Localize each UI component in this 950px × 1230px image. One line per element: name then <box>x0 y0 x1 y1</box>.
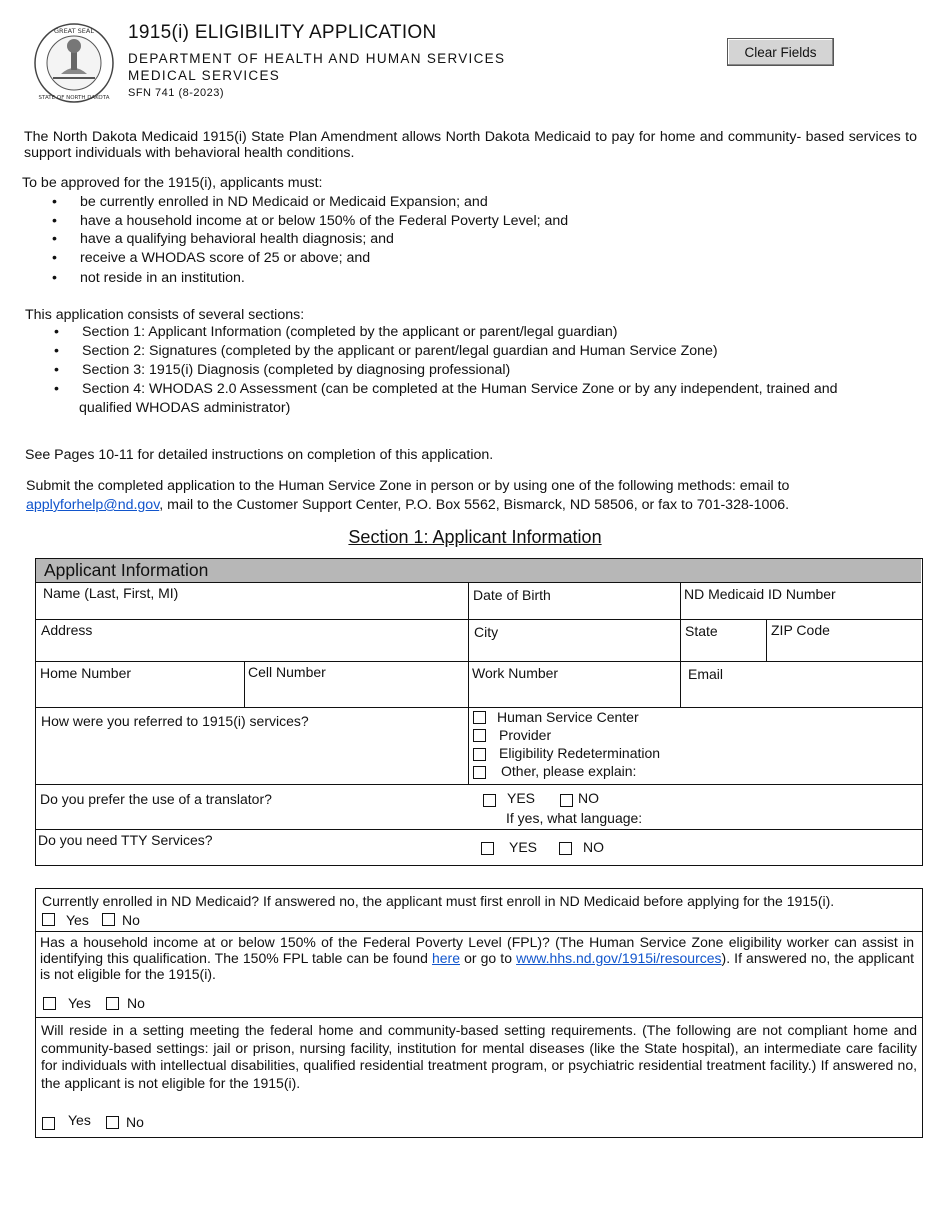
q1-yes-label: Yes <box>66 912 89 928</box>
q2-yes-checkbox[interactable] <box>43 997 56 1010</box>
home-number-input[interactable] <box>40 684 244 706</box>
requirement-item: • have a qualifying behavioral health diagnosis; and <box>80 230 394 248</box>
clear-fields-button[interactable]: Clear Fields <box>727 38 834 66</box>
eligibility-q2: Has a household income at or below 150% of the Federal Poverty Level (FPL)? (The Human Service Zone eligibility worker can assist in identifying this qualification. The 150% FPL table can be found here or go to www.hhs.nd.gov/1915i/resources). If answered no, the applicant is not eligible for the 1915(i). <box>40 934 914 982</box>
form-number: SFN 741 (8-2023) <box>128 87 225 99</box>
city-label: City <box>474 624 499 640</box>
referral-checkbox-redetermination[interactable] <box>473 748 486 761</box>
zip-input[interactable] <box>770 641 922 660</box>
translator-yes-checkbox[interactable] <box>483 794 496 807</box>
svg-text:STATE OF NORTH DAKOTA: STATE OF NORTH DAKOTA <box>38 95 110 101</box>
medicaid-id-input[interactable] <box>684 603 922 619</box>
section1-title: Section 1: Applicant Information <box>348 527 602 547</box>
dob-input[interactable] <box>472 603 680 619</box>
resources-link[interactable]: www.hhs.nd.gov/1915i/resources <box>516 950 722 966</box>
q1-no-label: No <box>122 912 140 928</box>
referral-option: Eligibility Redetermination <box>499 745 661 761</box>
section-item: • Section 3: 1915(i) Diagnosis (completed by diagnosing professional) <box>82 361 510 379</box>
referral-checkbox-other[interactable] <box>473 766 486 779</box>
see-pages-note: See Pages 10-11 for detailed instructions on completion of this application. <box>25 447 494 463</box>
translator-yes-label: YES <box>507 790 536 806</box>
intro-paragraph: The North Dakota Medicaid 1915(i) State Plan Amendment allows North Dakota Medicaid to pay for home and community- based services to support individuals with behavioral health conditions. <box>24 129 917 161</box>
referral-checkbox-hsc[interactable] <box>473 711 486 724</box>
requirement-item: • be currently enrolled in ND Medicaid or Medicaid Expansion; and <box>80 193 488 211</box>
requirement-item: • have a household income at or below 150% of the Federal Poverty Level; and <box>80 212 568 230</box>
work-number-label: Work Number <box>472 665 559 681</box>
state-input[interactable] <box>684 641 766 660</box>
home-number-label: Home Number <box>40 665 132 681</box>
email-label: Email <box>688 666 724 682</box>
q1-no-checkbox[interactable] <box>102 913 115 926</box>
tty-no-checkbox[interactable] <box>559 842 572 855</box>
sections-lead: This application consists of several sections: <box>25 307 305 323</box>
referral-checkbox-provider[interactable] <box>473 729 486 742</box>
translator-question: Do you prefer the use of a translator? <box>40 791 272 807</box>
zip-label: ZIP Code <box>771 622 830 638</box>
q3-no-checkbox[interactable] <box>106 1116 119 1129</box>
work-number-input[interactable] <box>472 684 680 706</box>
email-input[interactable] <box>684 684 922 706</box>
email-link[interactable]: applyforhelp@nd.gov <box>26 497 160 513</box>
referral-option: Other, please explain: <box>501 763 637 779</box>
dob-label: Date of Birth <box>473 587 551 603</box>
referral-question: How were you referred to 1915(i) services? <box>41 713 309 729</box>
tty-no-label: NO <box>583 839 604 855</box>
tty-yes-label: YES <box>509 839 538 855</box>
requirement-item: • receive a WHODAS score of 25 or above; and <box>80 249 370 267</box>
referral-other-input[interactable] <box>656 764 922 782</box>
section-item-continued: qualified WHODAS administrator) <box>79 400 291 416</box>
table-header: Applicant Information <box>36 559 921 583</box>
q1-yes-checkbox[interactable] <box>42 913 55 926</box>
eligibility-q1: Currently enrolled in ND Medicaid? If answered no, the applicant must first enroll in ND Medicaid before applying for the 1915(i). <box>42 893 835 909</box>
q2-yes-label: Yes <box>68 995 91 1011</box>
name-label: Name (Last, First, MI) <box>43 585 179 601</box>
address-label: Address <box>41 622 93 638</box>
medicaid-id-label: ND Medicaid ID Number <box>684 586 836 602</box>
translator-language-input[interactable] <box>656 809 922 828</box>
q3-yes-checkbox[interactable] <box>42 1117 55 1130</box>
eligibility-table <box>35 888 923 1138</box>
eligibility-q3: Will reside in a setting meeting the federal home and community-based setting requirements. (The following are not compliant home and community-based settings: jail or prison, nursing facility, institution for mental diseases (like the State hospital), an intermediate care facility for individuals with intellectual disabilities, qualified residential treatment program, or psychiatric residential treatment facility.) If answered no, the applicant is not eligible for the 1915(i). <box>41 1022 917 1091</box>
referral-option: Human Service Center <box>497 709 639 725</box>
fpl-table-link[interactable]: here <box>431 950 460 966</box>
name-input[interactable] <box>40 602 468 619</box>
translator-no-label: NO <box>578 790 599 806</box>
submit-instructions: Submit the completed application to the Human Service Zone in person or by using one of the following methods: email to applyforhelp@nd.gov, mail to the Customer Support Center, P.O. Box 5562, Bismarck, ND 58506, or fax to 701-328-1006. <box>26 478 790 513</box>
division-name: MEDICAL SERVICES <box>128 68 281 83</box>
state-seal-logo <box>33 22 115 104</box>
address-input[interactable] <box>40 640 468 660</box>
section-item: • Section 4: WHODAS 2.0 Assessment (can be completed at the Human Service Zone or by any independent, trained and <box>82 380 918 398</box>
department-name: DEPARTMENT OF HEALTH AND HUMAN SERVICES <box>128 51 506 66</box>
q2-no-checkbox[interactable] <box>106 997 119 1010</box>
svg-text:GREAT SEAL: GREAT SEAL <box>54 27 94 35</box>
referral-option: Provider <box>499 727 552 743</box>
section-item: • Section 1: Applicant Information (completed by the applicant or parent/legal guardian) <box>82 323 618 341</box>
requirements-lead: To be approved for the 1915(i), applicants must: <box>22 175 323 191</box>
q2-no-label: No <box>127 995 145 1011</box>
state-label: State <box>685 623 718 639</box>
translator-no-checkbox[interactable] <box>560 794 573 807</box>
q3-no-label: No <box>126 1114 144 1130</box>
tty-question: Do you need TTY Services? <box>38 832 213 848</box>
section-item: • Section 2: Signatures (completed by the applicant or parent/legal guardian and Human Service Zone) <box>82 342 718 360</box>
tty-yes-checkbox[interactable] <box>481 842 494 855</box>
cell-number-input[interactable] <box>248 684 468 706</box>
city-input[interactable] <box>472 641 680 660</box>
form-title: 1915(i) ELIGIBILITY APPLICATION <box>128 22 437 43</box>
requirement-item: • not reside in an institution. <box>80 269 245 287</box>
q3-yes-label: Yes <box>68 1112 91 1128</box>
cell-number-label: Cell Number <box>248 664 326 680</box>
translator-language-label: If yes, what language: <box>506 810 643 826</box>
